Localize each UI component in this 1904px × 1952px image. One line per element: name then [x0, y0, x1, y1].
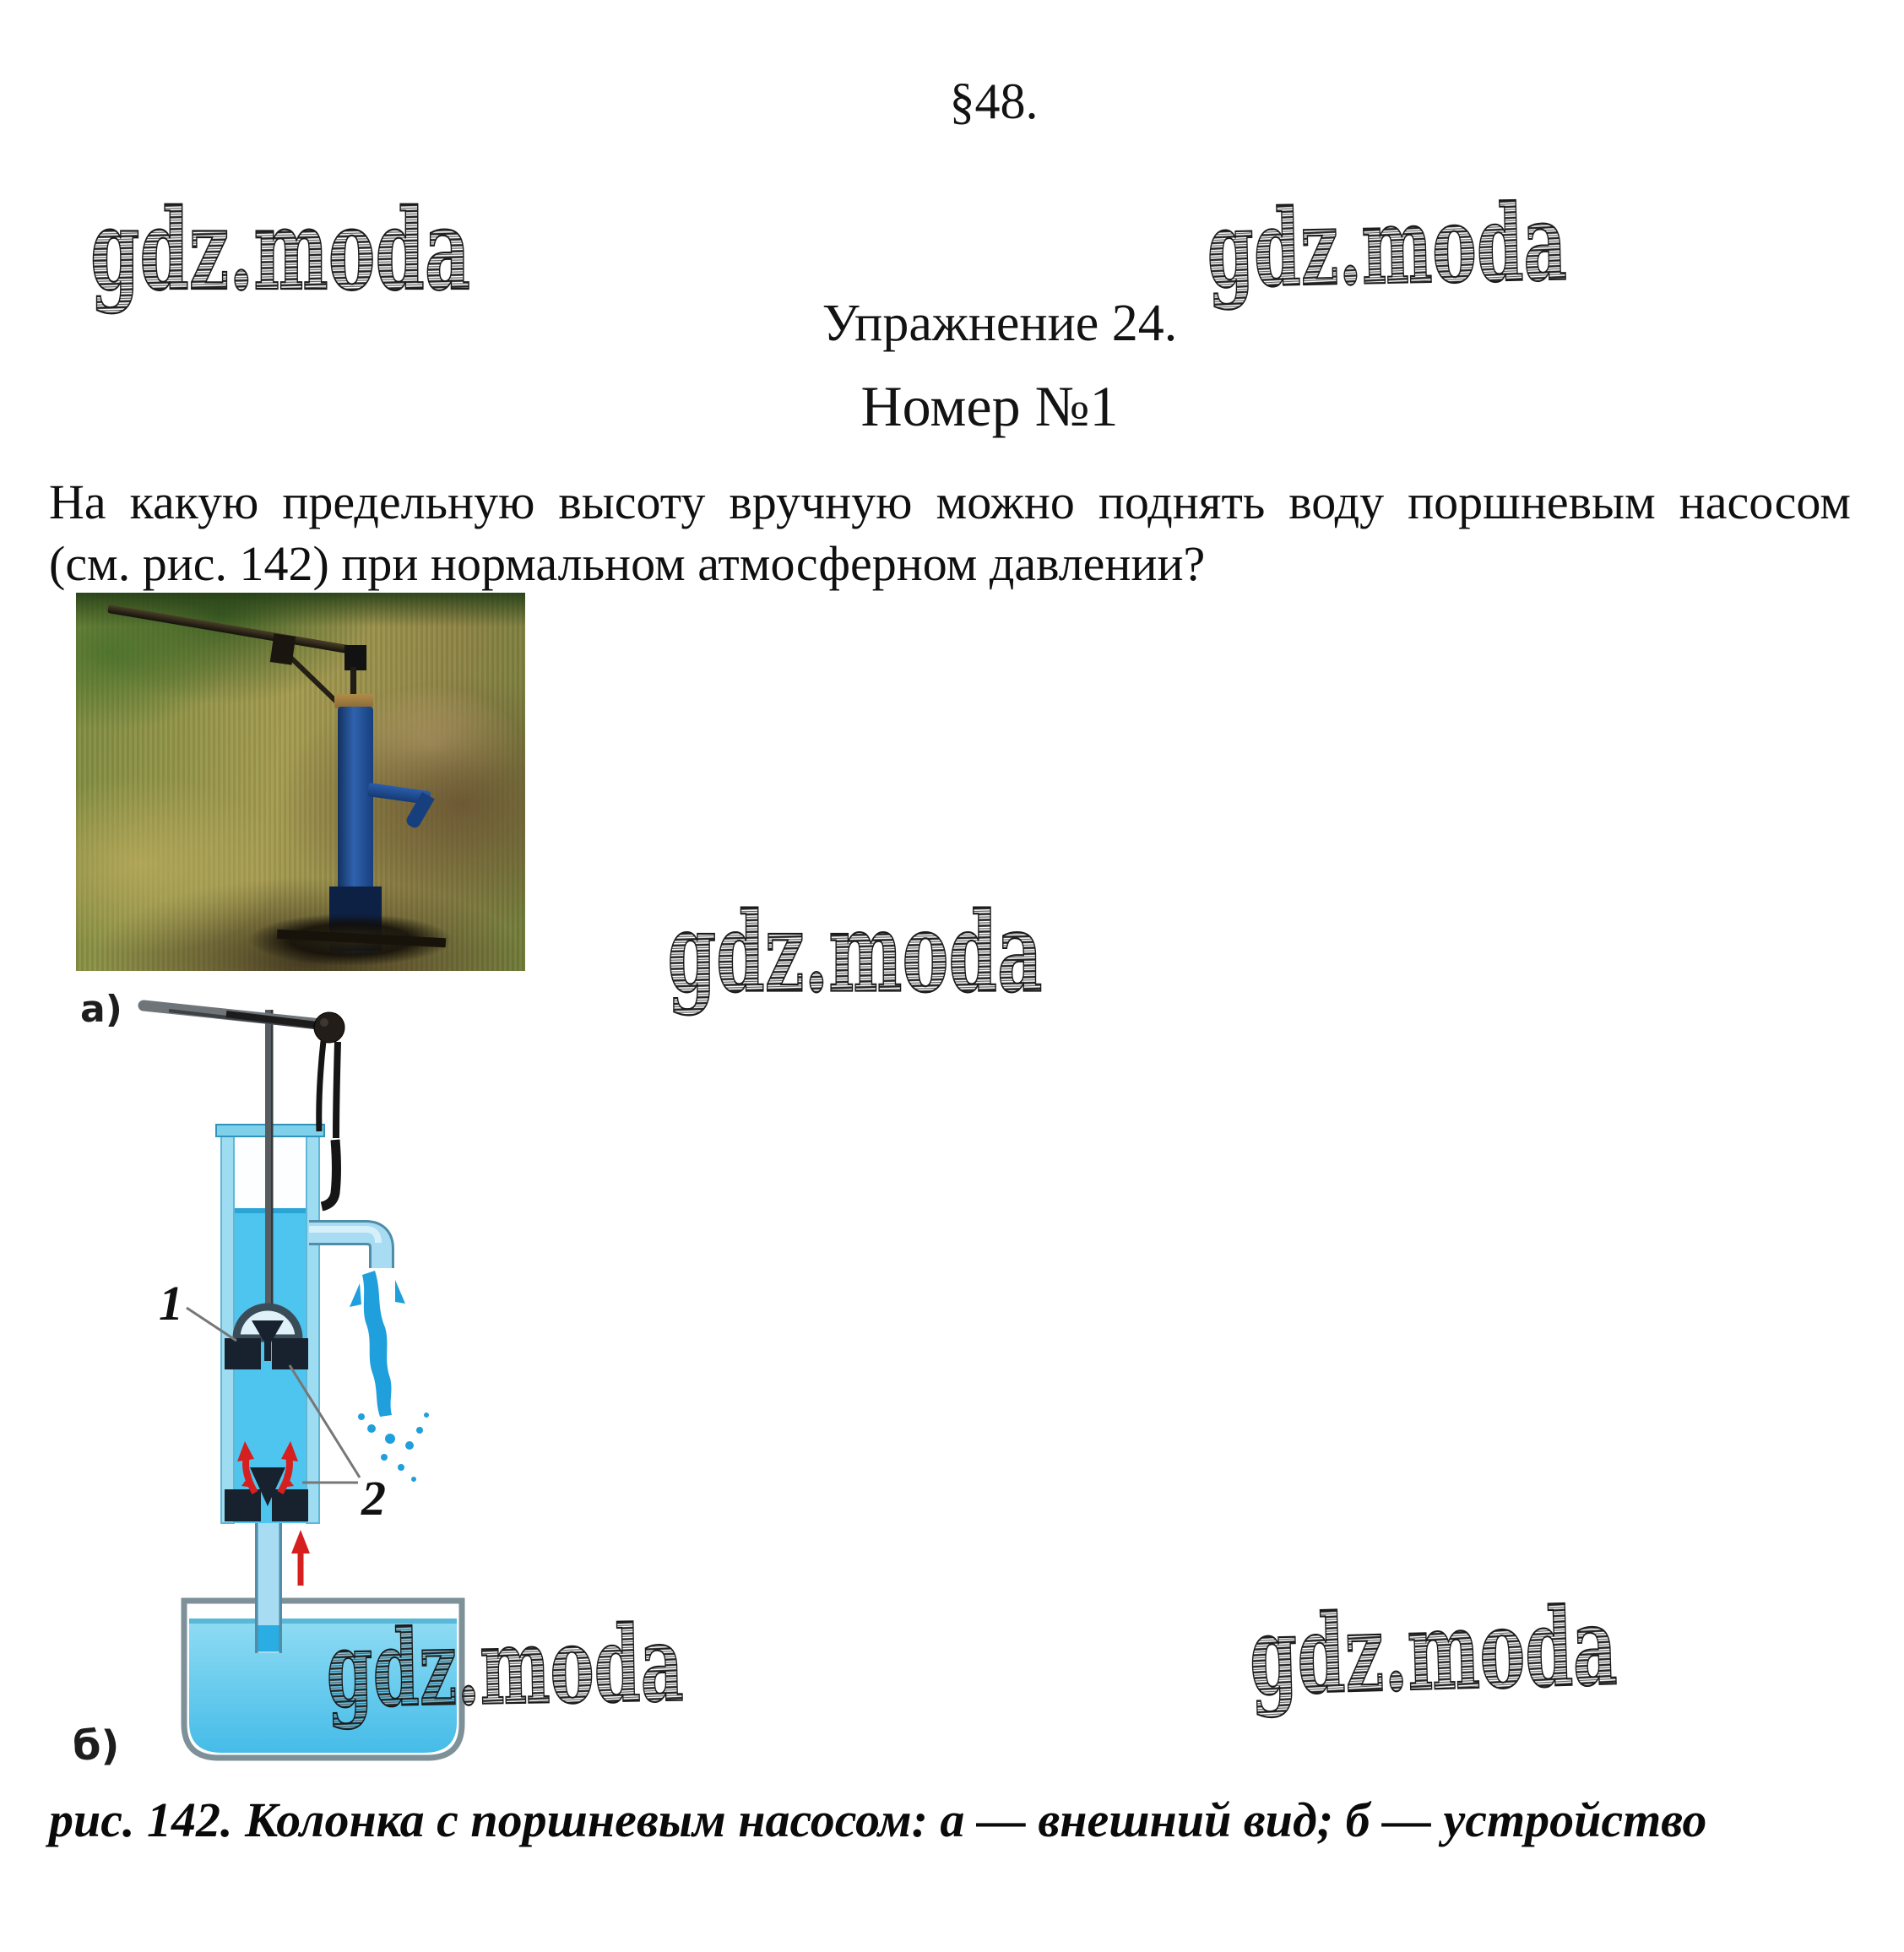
droplet — [385, 1434, 395, 1444]
figure-caption: рис. 142. Колонка с поршневым насосом: а — внешний вид; б — устройство — [49, 1792, 1707, 1847]
watermark-text: gdz.moda — [325, 1599, 892, 1732]
jet-spray-left — [350, 1283, 361, 1307]
photo-pump-pivot — [270, 633, 296, 664]
watermark-text: gdz.moda — [1206, 176, 1777, 312]
rod-shade — [271, 1010, 274, 1324]
linkage-right — [336, 1042, 338, 1138]
droplet — [381, 1454, 388, 1461]
pivot-ball — [314, 1012, 344, 1043]
arrow-head — [291, 1530, 310, 1553]
figure-label-a: а) — [80, 988, 122, 1031]
piston-block-left — [225, 1338, 261, 1369]
droplet — [367, 1424, 376, 1433]
watermark-text: gdz.moda — [667, 887, 1043, 1017]
watermark-top-left — [87, 185, 475, 321]
droplet — [405, 1441, 414, 1450]
pump-photo — [76, 593, 525, 971]
part-label-1: 1 — [159, 1276, 183, 1331]
watermark-bottom-right — [1245, 1577, 1832, 1725]
pivot-ball-highlight — [320, 1018, 328, 1027]
droplet — [411, 1477, 416, 1482]
part-label-2: 2 — [361, 1471, 386, 1526]
question-line-1: На какую предельную высоту вручную можно поднять воду поршневым насосом — [49, 474, 1851, 529]
droplet — [398, 1464, 404, 1471]
droplet — [358, 1413, 365, 1420]
figure-label-b: б) — [73, 1722, 120, 1770]
watermark-bottom-left — [323, 1599, 892, 1737]
water-jet — [350, 1271, 429, 1482]
photo-pump-handle — [107, 605, 358, 655]
valve-block-left — [225, 1489, 261, 1521]
watermark-top-right — [1203, 176, 1777, 317]
exercise-title: Упражнение 24. — [822, 295, 1178, 352]
watermark-text: gdz.moda — [90, 185, 470, 316]
cylinder-wall-right — [306, 1136, 319, 1523]
piston-rod — [265, 1010, 274, 1324]
piston-block-right — [272, 1338, 308, 1369]
question-line-2: (см. рис. 142) при нормальном атмосферном давлении? — [49, 536, 1206, 591]
jet-spray-right — [395, 1280, 405, 1304]
jet-stream — [362, 1271, 392, 1417]
watermark-middle — [664, 887, 1048, 1022]
task-number-title: Номер №1 — [860, 374, 1119, 438]
section-title: §48. — [949, 73, 1039, 129]
linkage-elbow — [322, 1140, 337, 1206]
flow-arrow-pipe — [291, 1530, 310, 1586]
question-text — [49, 471, 1851, 594]
valve-block-right — [272, 1489, 308, 1521]
watermark-text: gdz.moda — [1247, 1577, 1832, 1721]
linkage-left — [319, 1041, 323, 1131]
droplet — [416, 1427, 423, 1434]
piston-valve-stem — [264, 1341, 271, 1361]
cylinder-wall-left — [221, 1136, 234, 1523]
droplet — [424, 1412, 429, 1418]
